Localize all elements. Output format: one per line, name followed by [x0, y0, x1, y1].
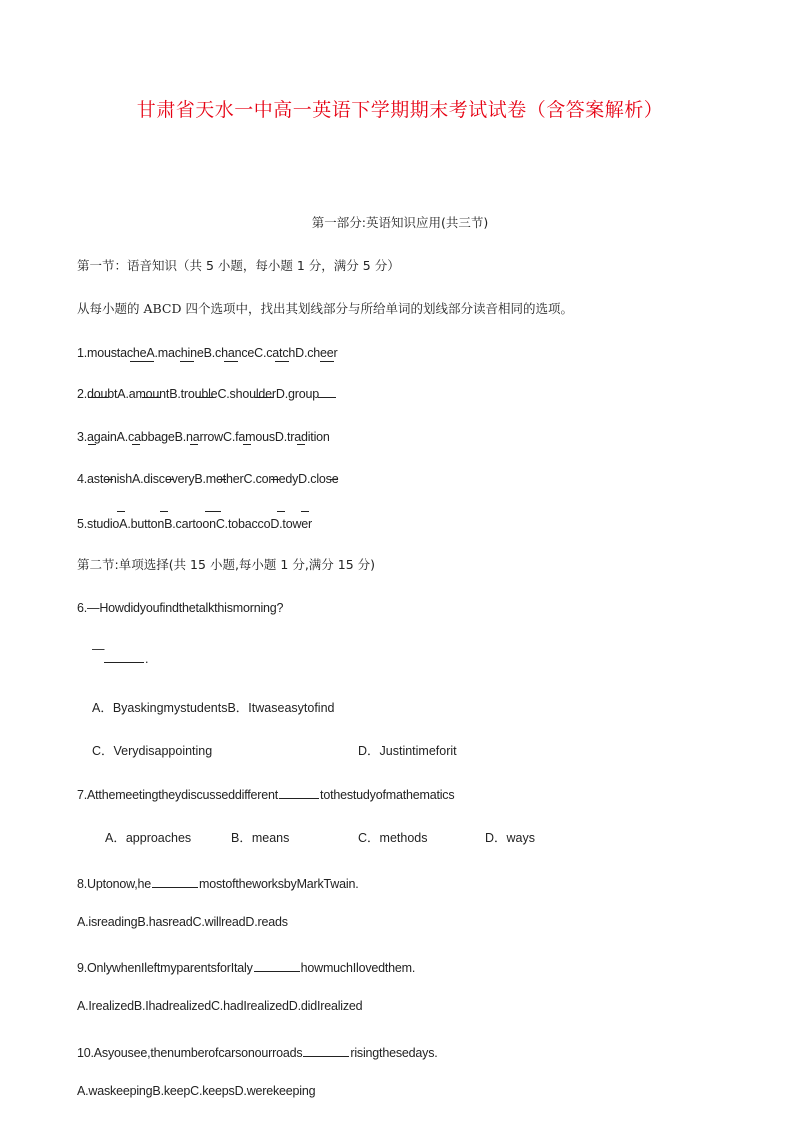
question-7-stem-a: 7.Atthemeetingtheydiscusseddifferent: [77, 788, 279, 802]
question-7-stem-b: tothestudyofmathematics: [320, 788, 455, 802]
underline-mark: [301, 511, 309, 512]
section-one-instruction: 从每小题的 ABCD 四个选项中，找出其划线部分与所给单词的划线部分读音相同的选项。: [77, 301, 573, 316]
question-7-option-d: D．ways: [485, 831, 536, 845]
question-1: 1.moustacheA.machineB.chanceC.catchD.cheer: [77, 346, 338, 360]
underline-mark: [88, 397, 108, 398]
underline-mark: [271, 479, 279, 480]
document-title: 甘肃省天水一中高一英语下学期期末考试试卷（含答案解析）: [136, 99, 664, 121]
underline-mark: [180, 361, 194, 362]
answer-blank: [254, 960, 300, 972]
question-7-stem: [77, 787, 454, 803]
underline-mark: [166, 479, 174, 480]
question-8-stem-b: mostoftheworksbyMarkTwain.: [199, 877, 359, 891]
question-6-reply-dash: —: [92, 642, 105, 656]
answer-blank: [279, 787, 319, 799]
question-4: 4.astonishA.discoveryB.motherC.comedyD.close: [77, 472, 339, 486]
question-10-options: A.waskeepingB.keepC.keepsD.werekeeping: [77, 1084, 316, 1098]
question-9-stem-b: howmuchIlovedthem.: [300, 961, 416, 975]
question-8-options: A.isreadingB.hasreadC.willreadD.reads: [77, 915, 288, 929]
answer-blank: [152, 876, 198, 888]
question-6-option-d: D．Justintimeforit: [358, 744, 457, 758]
underline-mark: [243, 444, 251, 445]
underline-mark: [277, 511, 285, 512]
answer-blank: [303, 1045, 349, 1057]
underline-mark: [196, 397, 214, 398]
question-8-stem-a: 8.Uptonow,he: [77, 877, 152, 891]
question-6-reply: [103, 651, 148, 667]
underline-mark: [205, 511, 221, 512]
question-7-option-b: B．means: [231, 831, 290, 845]
question-3: 3.againA.cabbageB.narrowC.famousD.tradition: [77, 430, 330, 444]
underline-mark: [255, 397, 273, 398]
question-5: 5.studioA.buttonB.cartoonC.tobaccoD.tower: [77, 517, 312, 531]
underline-mark: [318, 397, 336, 398]
question-9-stem-a: 9.OnlywhenIleftmyparentsforItaly: [77, 961, 253, 975]
question-6-reply-period: .: [145, 652, 149, 666]
question-9-stem: [77, 960, 415, 976]
question-8-stem: [77, 876, 358, 892]
underline-mark: [117, 511, 125, 512]
question-7-option-c: C．methods: [358, 831, 428, 845]
underline-mark: [297, 444, 305, 445]
underline-mark: [190, 444, 198, 445]
underline-mark: [330, 479, 338, 480]
underline-mark: [132, 444, 140, 445]
question-10-stem-a: 10.Asyousee,thenumberofcarsonourroads: [77, 1046, 303, 1060]
answer-blank: [104, 651, 144, 663]
underline-mark: [275, 361, 289, 362]
underline-mark: [218, 479, 226, 480]
question-7-option-a: A．approaches: [105, 831, 192, 845]
underline-mark: [320, 361, 334, 362]
underline-mark: [224, 361, 238, 362]
question-2: 2.doubtA.amountB.troubleC.shoulderD.group: [77, 387, 319, 401]
section-two-heading: 第二节:单项选择(共 15 小题,每小题 1 分,满分 15 分): [77, 557, 376, 572]
underline-mark: [88, 444, 96, 445]
question-6-option-c: C．Verydisappointing: [92, 744, 213, 758]
underline-mark: [130, 361, 154, 362]
underline-mark: [142, 397, 160, 398]
question-10-stem-b: risingthesedays.: [350, 1046, 438, 1060]
question-10-stem: [77, 1045, 438, 1061]
question-6-options-ab: A．ByaskingmystudentsB．Itwaseasytofind: [92, 701, 335, 715]
part-one-heading: 第一部分:英语知识应用(共三节): [311, 215, 489, 230]
question-6-stem: 6.—Howdidyoufindthetalkthismorning?: [77, 601, 284, 615]
question-9-options: A.IrealizedB.IhadrealizedC.hadIrealizedD.didIrealized: [77, 999, 363, 1013]
underline-mark: [105, 479, 113, 480]
underline-mark: [160, 511, 168, 512]
section-one-heading: 第一节：语音知识（共 5 小题，每小题 1 分，满分 5 分）: [77, 258, 400, 273]
